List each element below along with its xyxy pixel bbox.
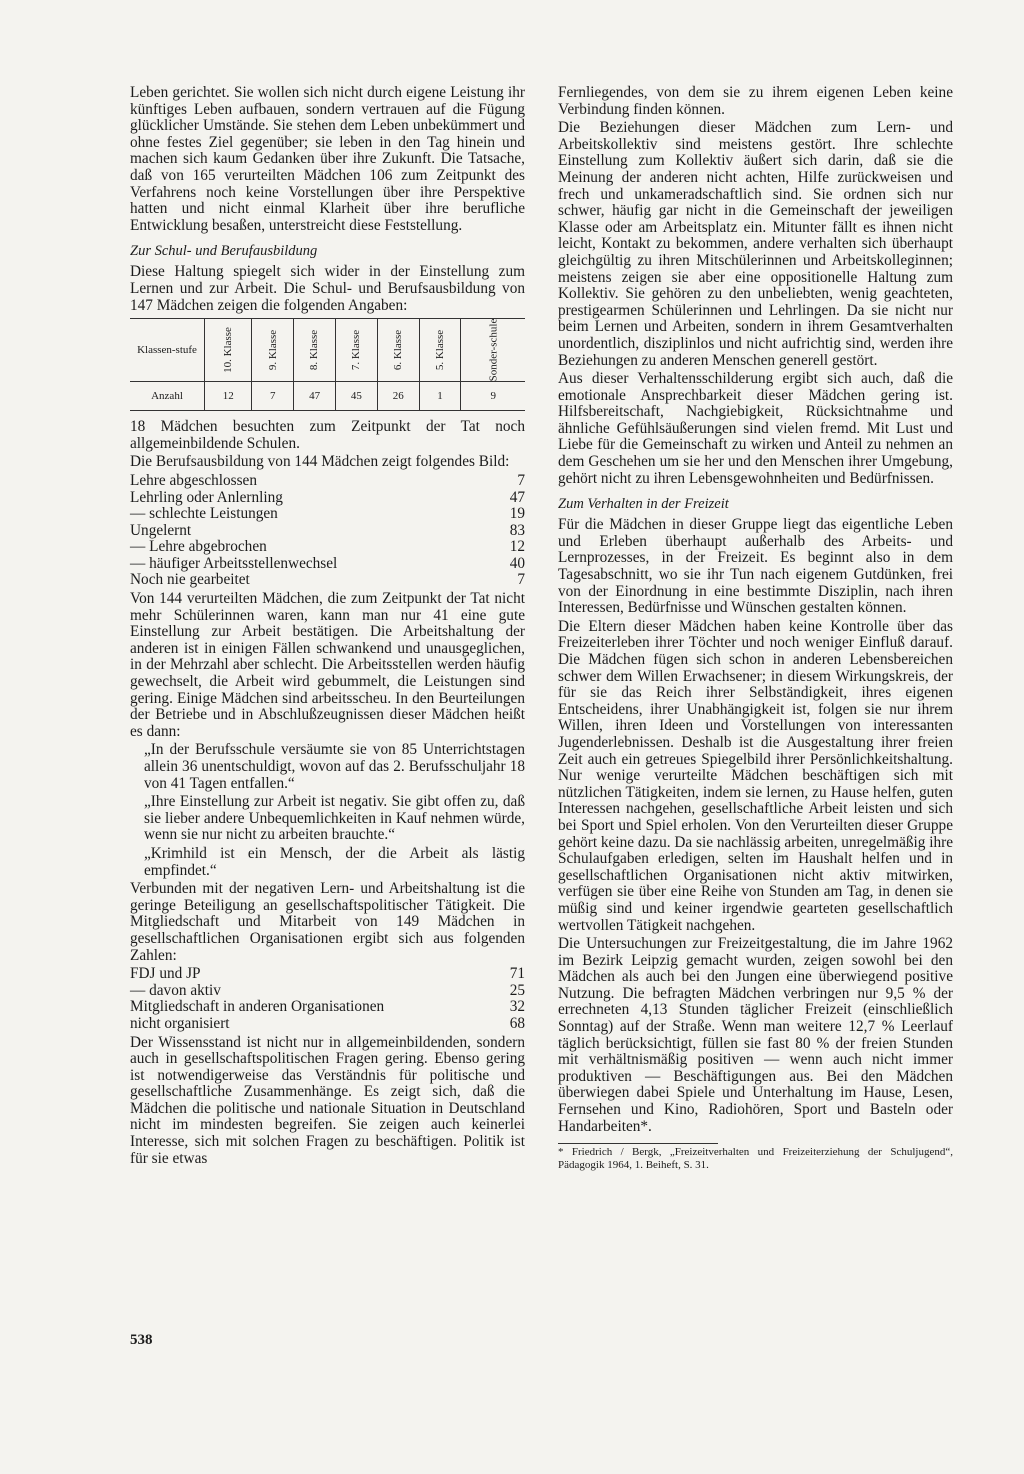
paragraph: Für die Mädchen in dieser Gruppe liegt das eigentliche Leben und Erleben überhaupt außerhalb des Arbeits- und Lernprozesses, in der Freizeit. Es beginnt also in dem Tagesabschnitt, wo sie ihr Tun nach eigenem Gutdünken, frei von der Einordnung in eine bestimmte Disziplin, nach ihren Interessen, Bedürfnisse und Wünschen gestalten können. — [558, 516, 953, 617]
paragraph: Leben gerichtet. Sie wollen sich nicht durch eigene Leistung ihr künftiges Leben aufbauen, sondern vertrauen auf die Fügung glücklicher Umstände. Sie stehen dem Leben unbekümmert und ohne festes Ziel gegenüber; sie leben in den Tag hinein und machen sich kaum Gedanken über ihre Zukunft. Die Tatsache, daß von 165 verurteilten Mädchen 106 zum Zeitpunkt des Verfahrens noch keine Vorstellungen über ihre Perspektive hatten und nicht einmal Klarheit über ihre berufliche Entwicklung besaßen, unterstreicht diese Feststellung. — [130, 84, 525, 234]
table-column-header: 9. Klasse — [266, 329, 279, 371]
table-cell: 47 — [294, 382, 336, 411]
table-row-label: Anzahl — [130, 382, 205, 411]
berufsausbildung-list — [130, 473, 525, 589]
list-item: FDJ und JP 71 — [130, 965, 525, 983]
paragraph: Fernliegendes, von dem sie zu ihrem eigenen Leben keine Verbindung finden können. — [558, 84, 953, 118]
paragraph: Die Berufsausbildung von 144 Mädchen zeigt folgendes Bild: — [130, 453, 510, 471]
table-column-header: 7. Klasse — [350, 329, 363, 371]
paragraph: Der Wissensstand ist nicht nur in allgemeinbildenden, sondern auch in gesellschaftspolitischen Fragen gering. Ebenso gering ist notwendigerweise das Verständnis für politische und gesellschaftliche Zusammenhänge. Es zeigt sich, daß die Mädchen die politische und nationale Situation in Deutschland nicht im mindesten begreifen. Sie zeigen auch keinerlei Interesse, sich mit solchen Fragen zu beschäftigen. Politik ist für sie etwas — [130, 1033, 525, 1167]
paragraph: Die Eltern dieser Mädchen haben keine Kontrolle über das Freizeiterleben ihrer Töchter und noch weniger Einfluß darauf. Die Mädchen fügen sich schon in anderen Lebensbereichen schwer dem Willen Erwachsener; in diesem Wirkungskreis, der für sie das Reich ihrer Selbständigkeit, ihres eigenen Entscheidens, ihrer Unabhängigkeit ist, folgen sie nur ihrem Willen, ihren Ideen und Vorstellungen von interessanten Jugenderlebnissen. Deshalb ist die Ausgestaltung ihrer freien Zeit auch ein getreues Spiegelbild ihrer Persönlichkeitshaltung. Nur wenige verurteilte Mädchen beschäftigen sich mit nützlichen Tätigkeiten, indem sie lernen, zu Hause helfen, guten Interessen nachgehen, gesellschaftliche Arbeit leisten und sich bei Sport und Spiel erholen. Von den Verurteilten dieser Gruppe gehört keine dazu. Da sie nachlässig arbeiten, unregelmäßig ihre Schulaufgaben erledigen, selten im Haushalt helfen und in gesellschaftlichen Organisationen nicht aktiv mitwirken, verfügen sie über eine Reihe von Stunden am Tag, in denen sie müßig sind und keiner irgendwie gearteten gesellschaftlich wertvollen Tätigkeit nachgehen. — [558, 617, 954, 934]
paragraph: Aus dieser Verhaltensschilderung ergibt sich auch, daß die emotionale Ansprechbarkeit dieser Mädchen gering ist. Hilfsbereitschaft, Nachgiebigkeit, Rücksichtnahme und ähnliche Gefühlsäußerungen sind vielen fremd. Mit Lust und Liebe für die Gemeinschaft zu wirken und Anteil zu nehmen an dem Geschehen um sie her und den Menschen ihrer Umgebung, gehört nicht zu ihren Lebensgewohnheiten und Bedürfnissen. — [558, 370, 953, 487]
paragraph: Von 144 verurteilten Mädchen, die zum Zeitpunkt der Tat nicht mehr Schülerinnen waren, kann man nur 41 eine gute Einstellung zur Arbeit bestätigen. Die Arbeitshaltung der anderen ist in einigen Fällen schwankend und unausgeglichen, in der Mehrzahl aber schlecht. Die Arbeitsstellen werden häufig gewechselt, die Arbeit wird gebummelt, die Leistungen sind gering. Einige Mädchen sind arbeitsscheu. In den Beurteilungen der Betriebe und in Abschlußzeugnissen dieser Mädchen heißt es dann: — [130, 590, 525, 740]
table-cell: 12 — [205, 382, 252, 411]
paragraph: Diese Haltung spiegelt sich wider in der Einstellung zum Lernen und zur Arbeit. Die Schul- und Berufsausbildung von 147 Mädchen zeigen die folgenden Angaben: — [130, 263, 525, 314]
list-item: nicht organisiert 68 — [130, 1014, 525, 1032]
table-row-label: Klassen-stufe — [130, 319, 205, 382]
paragraph: Die Beziehungen dieser Mädchen zum Lern- und Arbeitskollektiv sind meistens gestört. Ihre schlechte Einstellung zum Kollektiv äußert sich darin, daß sie die Meinung der anderen nicht achten, Hilfe zurückweisen und frech und unkameradschaftlich sind. Sie ordnen sich nur schwer, häufig gar nicht in die Gemeinschaft der jeweiligen Klasse oder am Arbeitsplatz ein. Mitunter fällt es ihnen nicht leicht, Kontakt zu bekommen, andere verhalten sich überhaupt gleichgültig zu ihren Mitschülerinnen und Arbeitskolleginnen; meistens zeigen sie aber eine oppositionelle Haltung zum Kollektiv. Sie gehören zu den unbeliebten, wenig geachteten, prestigearmen Schülerinnen und Lehrlingen. Da sie nicht nur beim Lernen und Arbeiten, sondern in ihrem Gesamtverhalten unordentlich, disziplinlos und nicht aufrichtig sind, werden ihre Beziehungen zu anderen Menschen generell gestört. — [558, 119, 953, 369]
page-number: 538 — [130, 1332, 153, 1348]
list-item: Lehre abgeschlossen 7 — [130, 471, 525, 489]
table-cell: 1 — [419, 382, 461, 411]
quote: „Ihre Einstellung zur Arbeit ist negativ. Sie gibt offen zu, daß sie lieber andere Unbequemlichkeiten in Kauf nehmen würde, wenn sie nur nicht zu arbeiten brauchte.“ — [144, 793, 525, 844]
list-item: Ungelernt 83 — [130, 521, 525, 539]
paragraph: 18 Mädchen besuchten zum Zeitpunkt der Tat noch allgemeinbildende Schulen. — [130, 418, 525, 452]
table-column-header: 5. Klasse — [434, 329, 447, 371]
table-column-header: 8. Klasse — [308, 329, 321, 371]
list-item: Lehrling oder Anlernling 47 — [130, 488, 525, 506]
quote: „In der Berufsschule versäumte sie von 85 Unterrichtstagen allein 36 unentschuldigt, wovon auf das 2. Berufsschuljahr 18 von 41 Tagen entfallen.“ — [144, 741, 525, 792]
section-heading-schulausbildung: Zur Schul- und Berufausbildung — [130, 243, 318, 260]
table-column-header: Sonder-schule — [487, 318, 500, 382]
list-item: — Lehre abgebrochen 12 — [130, 538, 525, 556]
paragraph: Verbunden mit der negativen Lern- und Arbeitshaltung ist die geringe Beteiligung an gesellschaftspolitischer Tätigkeit. Die Mitgliedschaft und Mitarbeit von 149 Mädchen in gesellschaftlichen Organisationen ergibt sich aus folgenden Zahlen: — [130, 880, 525, 964]
table-cell: 26 — [377, 382, 419, 411]
paragraph: Die Untersuchungen zur Freizeitgestaltung, die im Jahre 1962 im Bezirk Leipzig gemacht wurden, zeigen sowohl bei den Mädchen als auch bei den Jungen eine überwiegend positive Nutzung. Die befragten Mädchen verbringen nur 9,5 % der errechneten 4,13 Stunden täglicher Freizeit (einschließlich Sonntag) auf der Straße. Wenn man weitere 12,7 % Leerlauf täglich berücksichtigt, füllen sie fast 80 % der freien Stunden mit verhältnismäßig positiven — wenn auch nicht immer produktiven — Beschäftigungen aus. Bei den Mädchen überwiegen dabei Spiele und Unterhaltung im Hause, Lesen, Fernsehen und Kino, Radiohören, Sport und Basteln oder Handarbeiten*. — [558, 935, 953, 1135]
left-column — [130, 85, 525, 1169]
footnote: * Friedrich / Bergk, „Freizeitverhalten und Freizeiterziehung der Schuljugend“, Pädagogik 1964, 1. Beiheft, S. 31. — [558, 1146, 953, 1171]
organisation-list — [130, 966, 525, 1032]
list-item: — schlechte Leistungen 19 — [130, 505, 525, 523]
right-column — [558, 85, 953, 1171]
list-item: — häufiger Arbeitsstellenwechsel 40 — [130, 554, 525, 572]
quote: „Krimhild ist ein Mensch, der die Arbeit als lästig empfindet.“ — [144, 844, 525, 879]
section-heading-freizeit: Zum Verhalten in der Freizeit — [558, 496, 729, 513]
list-item: Noch nie gearbeitet 7 — [130, 571, 525, 589]
list-item: Mitgliedschaft in anderen Organisationen 32 — [130, 998, 525, 1016]
table-header-row — [130, 319, 525, 382]
table-cell: 45 — [336, 382, 378, 411]
table-column-header: 6. Klasse — [392, 329, 405, 371]
table-cell: 7 — [252, 382, 294, 411]
table-column-header: 10. Klasse — [222, 327, 235, 374]
klassenstufe-table — [130, 318, 525, 411]
list-item: — davon aktiv 25 — [130, 981, 525, 999]
table-cell: 9 — [461, 382, 525, 411]
table-data-row — [130, 382, 525, 411]
